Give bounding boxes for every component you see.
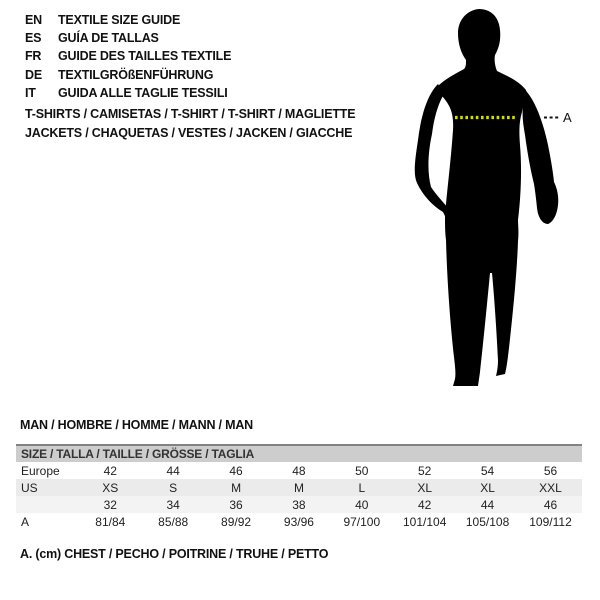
table-header-row xyxy=(16,445,582,462)
cell: M xyxy=(293,480,304,495)
measure-label-a: A xyxy=(563,110,572,125)
language-label: TEXTILE SIZE GUIDE xyxy=(58,13,181,27)
table-row-numeric xyxy=(16,496,582,513)
cell: 44 xyxy=(480,497,495,512)
language-row xyxy=(25,47,231,65)
language-code: FR xyxy=(25,49,42,64)
language-code: ES xyxy=(25,31,42,46)
cell: 40 xyxy=(355,497,369,512)
language-code: IT xyxy=(25,85,36,100)
language-row xyxy=(25,29,231,47)
cell: 36 xyxy=(229,497,243,512)
cell: 93/96 xyxy=(283,514,314,529)
row-label: A xyxy=(21,514,30,529)
language-label: GUIDA ALLE TAGLIE TESSILI xyxy=(58,85,228,100)
cell: XL xyxy=(480,480,495,495)
man-figure xyxy=(400,0,600,400)
language-row xyxy=(25,66,231,84)
cell: XL xyxy=(417,480,433,495)
cell: 56 xyxy=(543,463,558,478)
cell: XXL xyxy=(539,480,562,495)
cell: 97/100 xyxy=(343,514,381,529)
man-silhouette xyxy=(438,9,526,386)
table-header: SIZE / TALLA / TAILLE / GRÖSSE / TAGLIA xyxy=(16,445,582,462)
cell: M xyxy=(231,480,242,495)
cell: 50 xyxy=(355,463,369,478)
language-row xyxy=(25,84,231,102)
language-list xyxy=(25,11,231,102)
cell: 42 xyxy=(418,497,432,512)
cell: S xyxy=(169,480,178,495)
cell: 46 xyxy=(229,463,243,478)
row-label xyxy=(16,496,79,513)
cell: 54 xyxy=(480,463,495,478)
measurement-footnote: A. (cm) CHEST / PECHO / POITRINE / TRUHE / PETTO xyxy=(20,547,329,561)
cell: 105/108 xyxy=(465,514,510,529)
language-row xyxy=(25,11,231,29)
category-list xyxy=(25,105,355,142)
category-jackets: JACKETS / CHAQUETAS / VESTES / JACKEN / GIACCHE xyxy=(25,125,353,140)
cell: XS xyxy=(102,480,119,495)
cell: 46 xyxy=(543,497,558,512)
cell: 48 xyxy=(292,463,306,478)
cell: 32 xyxy=(103,497,117,512)
cell: 38 xyxy=(292,497,306,512)
table-row-us xyxy=(16,479,582,496)
language-code: EN xyxy=(25,13,42,27)
row-label: Europe xyxy=(21,463,60,478)
size-table xyxy=(16,444,582,530)
cell: 109/112 xyxy=(529,514,572,529)
row-label: US xyxy=(21,480,38,495)
language-label: TEXTILGRÖßENFÜHRUNG xyxy=(58,67,214,82)
cell: L xyxy=(358,480,366,495)
cell: 44 xyxy=(166,463,180,478)
language-code: DE xyxy=(25,67,42,82)
cell: 101/104 xyxy=(402,514,447,529)
cell: 85/88 xyxy=(158,514,189,529)
language-label: GUÍA DE TALLAS xyxy=(58,31,159,46)
cell: 34 xyxy=(166,497,180,512)
section-title: MAN / HOMBRE / HOMME / MANN / MAN xyxy=(20,418,253,432)
table-row-europe xyxy=(16,462,582,479)
category-tshirts: T-SHIRTS / CAMISETAS / T-SHIRT / T-SHIRT / MAGLIETTE xyxy=(25,107,356,121)
cell: 81/84 xyxy=(95,514,126,529)
table-row-chest xyxy=(16,513,582,530)
cell: 52 xyxy=(418,463,432,478)
language-label: GUIDE DES TAILLES TEXTILE xyxy=(58,49,232,64)
cell: 42 xyxy=(103,463,117,478)
cell: 89/92 xyxy=(221,514,252,529)
